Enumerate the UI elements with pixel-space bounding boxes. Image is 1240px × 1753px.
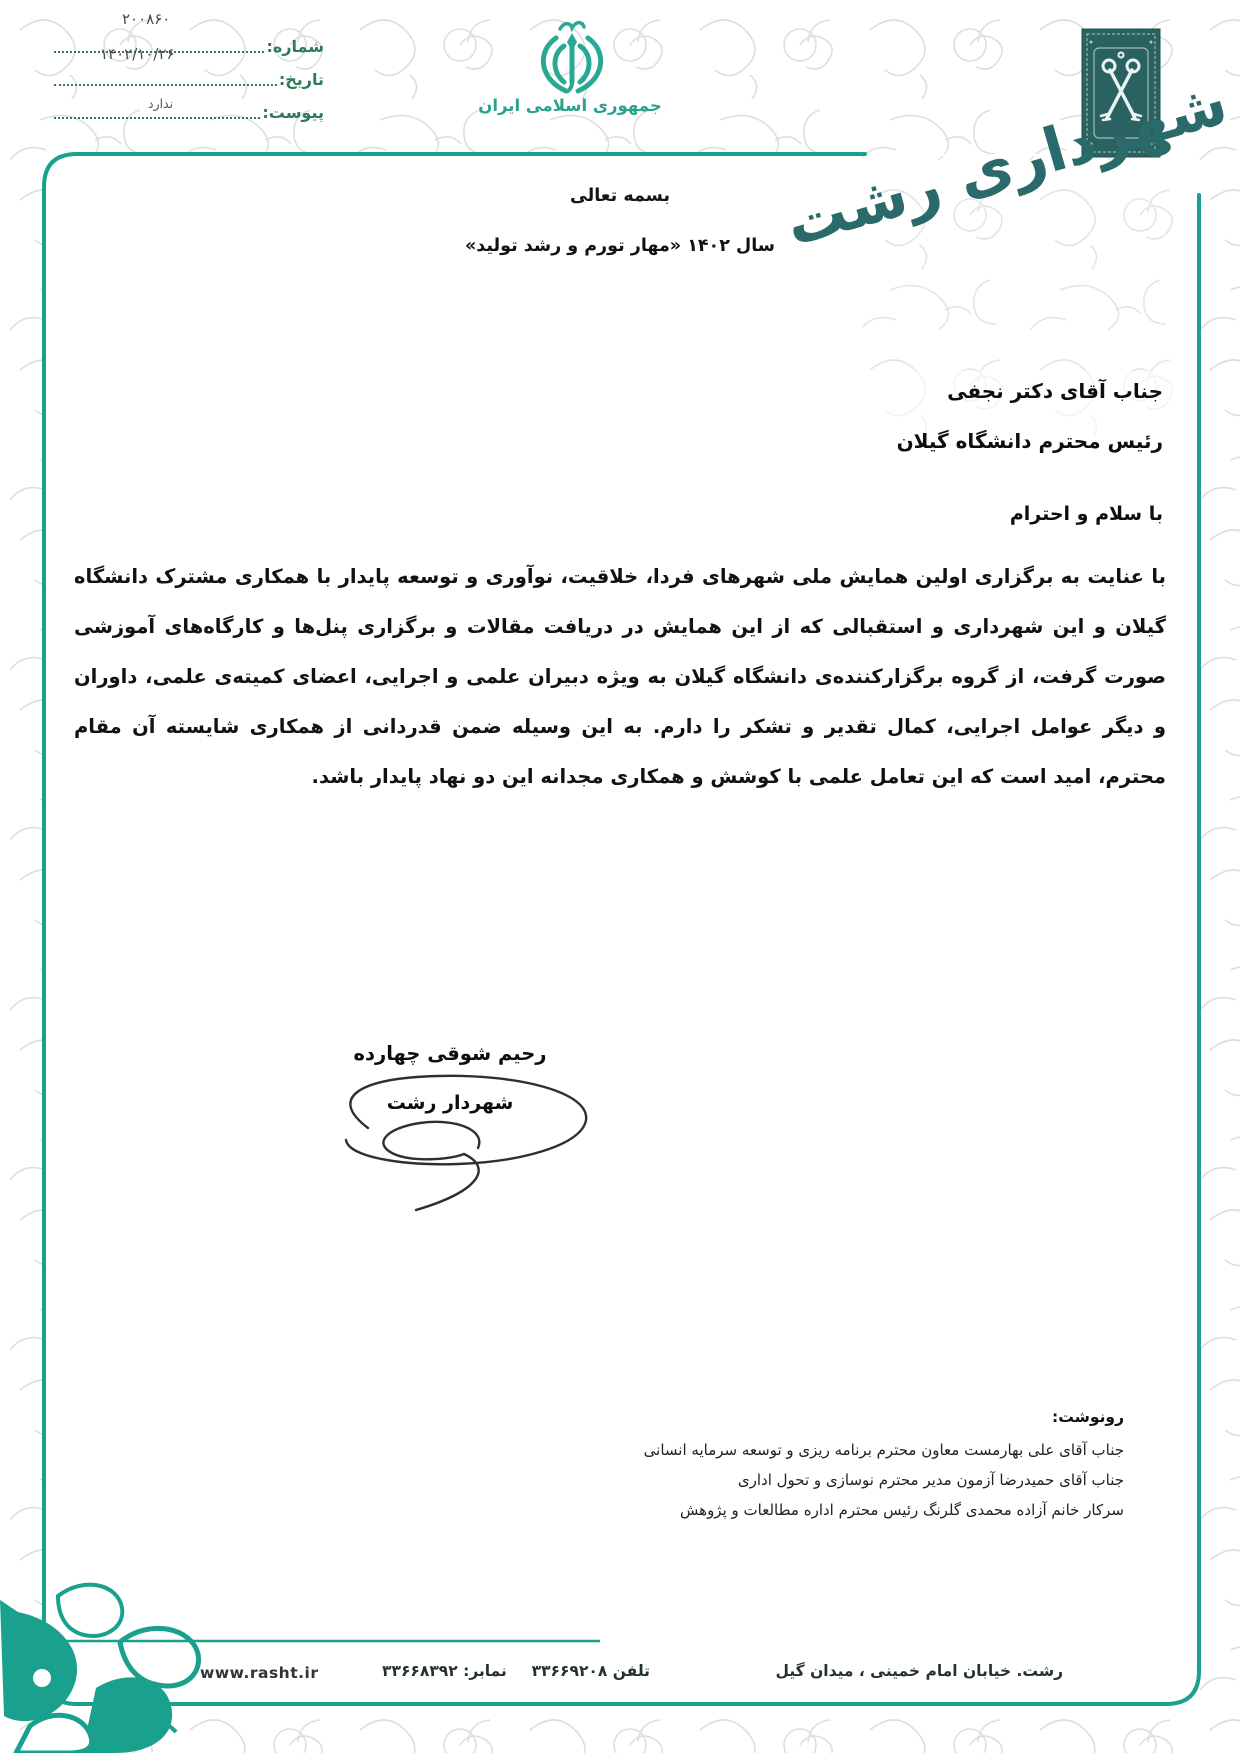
footer-website: www.rasht.ir	[200, 1664, 319, 1682]
meta-row-number	[52, 10, 324, 57]
org-name-calligraphy: شهرداری رشت	[778, 67, 1235, 261]
meta-row-attachment	[52, 90, 324, 123]
cc-item: جناب آقای علی بهارمست معاون محترم برنامه ریزی و توسعه سرمایه انسانی	[643, 1441, 1124, 1459]
cc-block	[644, 1408, 1124, 1525]
attachment-value: ندارد	[148, 96, 174, 111]
body-paragraph: با عنایت به برگزاری اولین همایش ملی شهرهای فردا، خلاقیت، نوآوری و توسعه پایدار با همکاری مشترک دانشگاه گیلان و این شهرداری و استقبالی که از این همایش در دریافت مقالات و برگزاری پنل‌ها و کارگاه‌های آموزشی صورت گرفت، از گروه برگزارکننده‌ی دانشگاه گیلان به ویژه دبیران علمی و اجرایی، اعضای کمیته‌ی علمی، داوران و دیگر عوامل اجرایی، کمال تقدیر و تشکر را دارم. به این وسیله ضمن قدردانی از همکاری شایسته آن مقام محترم، امید است که این تعامل علمی با کوشش و همکاری مجدانه این دو نهاد پایدار باشد.	[74, 565, 1166, 788]
date-dotted-line	[54, 83, 277, 86]
footer-address: رشت. خیابان امام خمینی ، میدان گیل	[775, 1662, 1063, 1680]
cc-item: جناب آقای حمیدرضا آزمون مدیر محترم نوسازی و تحول اداری	[737, 1471, 1124, 1489]
letter-meta-block	[52, 10, 324, 123]
date-value: ۱۴۰۲/۱۰/۲۶	[100, 45, 175, 63]
recipient-title: رئیس محترم دانشگاه گیلان	[896, 429, 1163, 453]
fax-label: نمابر:	[463, 1662, 507, 1680]
recipient-name: جناب آقای دکتر نجفی	[947, 379, 1163, 403]
cc-label: رونوشت:	[1052, 1408, 1124, 1426]
cc-item: سرکار خانم آزاده محمدی گلرنگ رئیس محترم اداره مطالعات و پژوهش	[680, 1501, 1124, 1519]
phone-label: تلفن	[612, 1662, 650, 1680]
signature-title: شهردار رشت	[386, 1092, 514, 1114]
allah-emblem-icon	[528, 20, 616, 100]
footer-phones	[382, 1662, 650, 1680]
year-slogan: سال ۱۴۰۲ «مهار تورم و رشد تولید»	[465, 236, 775, 256]
date-label: تاریخ:	[278, 70, 324, 89]
handwritten-signature-icon	[298, 1068, 598, 1223]
phone-value: ۳۳۶۶۹۲۰۸	[531, 1662, 608, 1680]
attachment-label: پیوست:	[262, 103, 324, 122]
besmele-line: بسمه تعالی	[569, 186, 671, 206]
recipient-block	[897, 366, 1163, 466]
republic-title: جمهوری اسلامی ایران	[478, 96, 662, 115]
number-label: شماره:	[266, 37, 324, 56]
attachment-dotted-line	[54, 116, 260, 119]
signature-name: رحیم شوقی چهارده	[353, 1042, 547, 1065]
fax-value: ۳۳۶۶۸۳۹۲	[382, 1662, 458, 1680]
number-value: ۲۰۰۸۶۰	[122, 10, 171, 28]
salutation-line: با سلام و احترام	[1009, 503, 1163, 525]
